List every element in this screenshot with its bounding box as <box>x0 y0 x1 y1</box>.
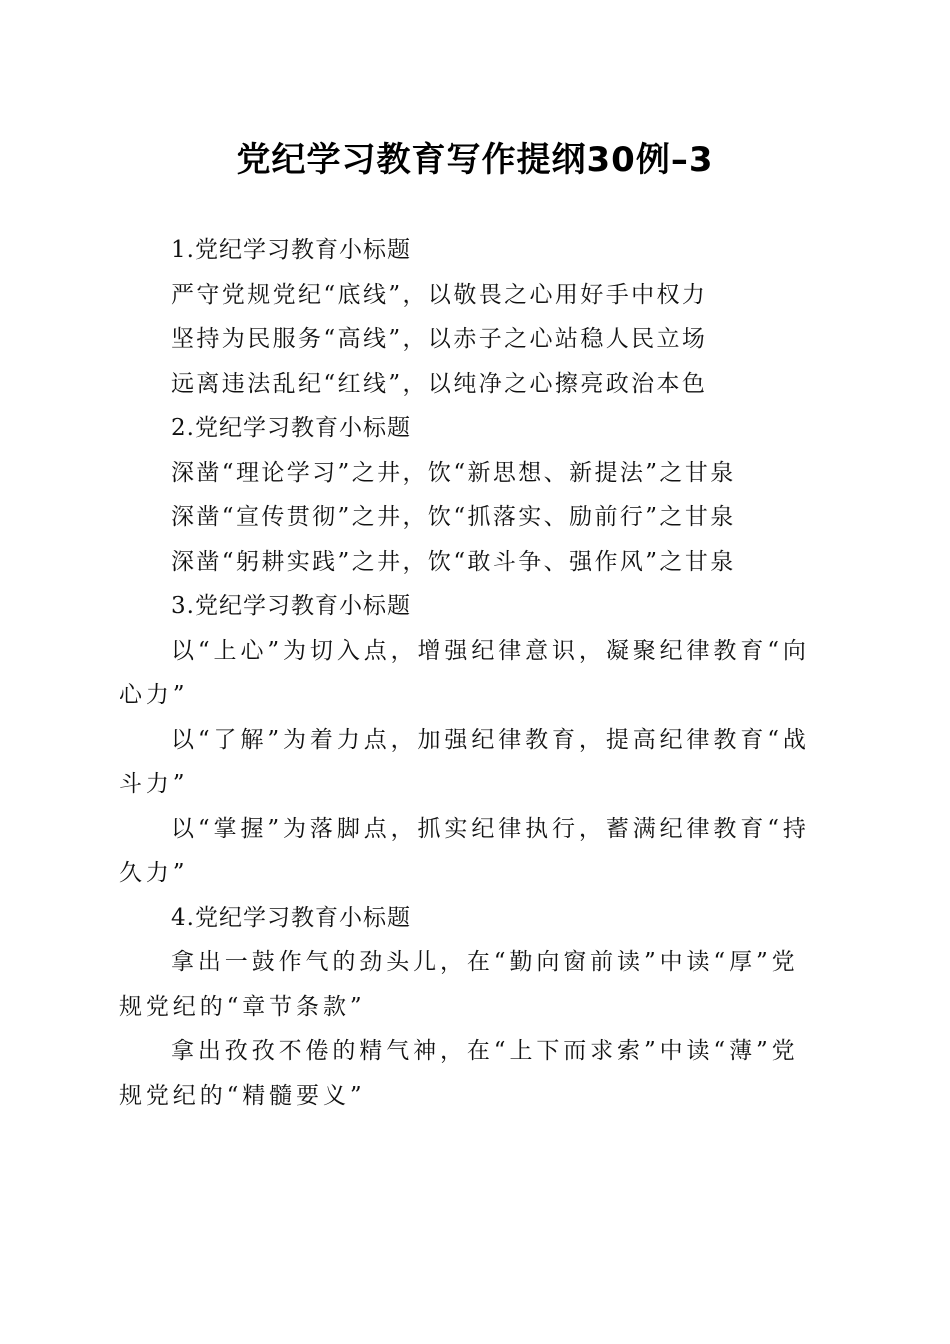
section-3-item-3: 以“掌握”为落脚点，抓实纪律执行，蓄满纪律教育“持久力” <box>119 815 810 886</box>
section-3-item-2: 以“了解”为着力点，加强纪律教育，提高纪律教育“战斗力” <box>119 726 810 797</box>
section-2-item-3: 深凿“躬耕实践”之井，饮“敢斗争、强作风”之甘泉 <box>171 548 736 575</box>
section-3-item-1: 以“上心”为切入点，增强纪律意识，凝聚纪律教育“向心力” <box>119 637 810 708</box>
section-4-item-1: 拿出一鼓作气的劲头儿，在“勤向窗前读”中读“厚”党规党纪的“章节条款” <box>119 949 799 1020</box>
section-1-item-3: 远离违法乱纪“红线”，以纯净之心擦亮政治本色 <box>171 370 708 397</box>
section-heading-2: 2.党纪学习教育小标题 <box>171 415 411 441</box>
section-2-item-1: 深凿“理论学习”之井，饮“新思想、新提法”之甘泉 <box>171 459 736 486</box>
section-2-item-2: 深凿“宣传贯彻”之井，饮“抓落实、励前行”之甘泉 <box>171 504 736 530</box>
section-heading-3: 3.党纪学习教育小标题 <box>171 593 411 619</box>
section-heading-4: 4.党纪学习教育小标题 <box>171 904 411 931</box>
section-1-item-2: 坚持为民服务“高线”，以赤子之心站稳人民立场 <box>171 326 708 352</box>
document-body <box>119 228 824 1118</box>
section-1-item-1: 严守党规党纪“底线”，以敬畏之心用好手中权力 <box>171 281 708 308</box>
section-4-item-2: 拿出孜孜不倦的精气神，在“上下而求索”中读“薄”党规党纪的“精髓要义” <box>119 1038 799 1109</box>
document-title: 党纪学习教育写作提纲30例–3 <box>236 140 714 180</box>
section-heading-1: 1.党纪学习教育小标题 <box>171 237 411 263</box>
